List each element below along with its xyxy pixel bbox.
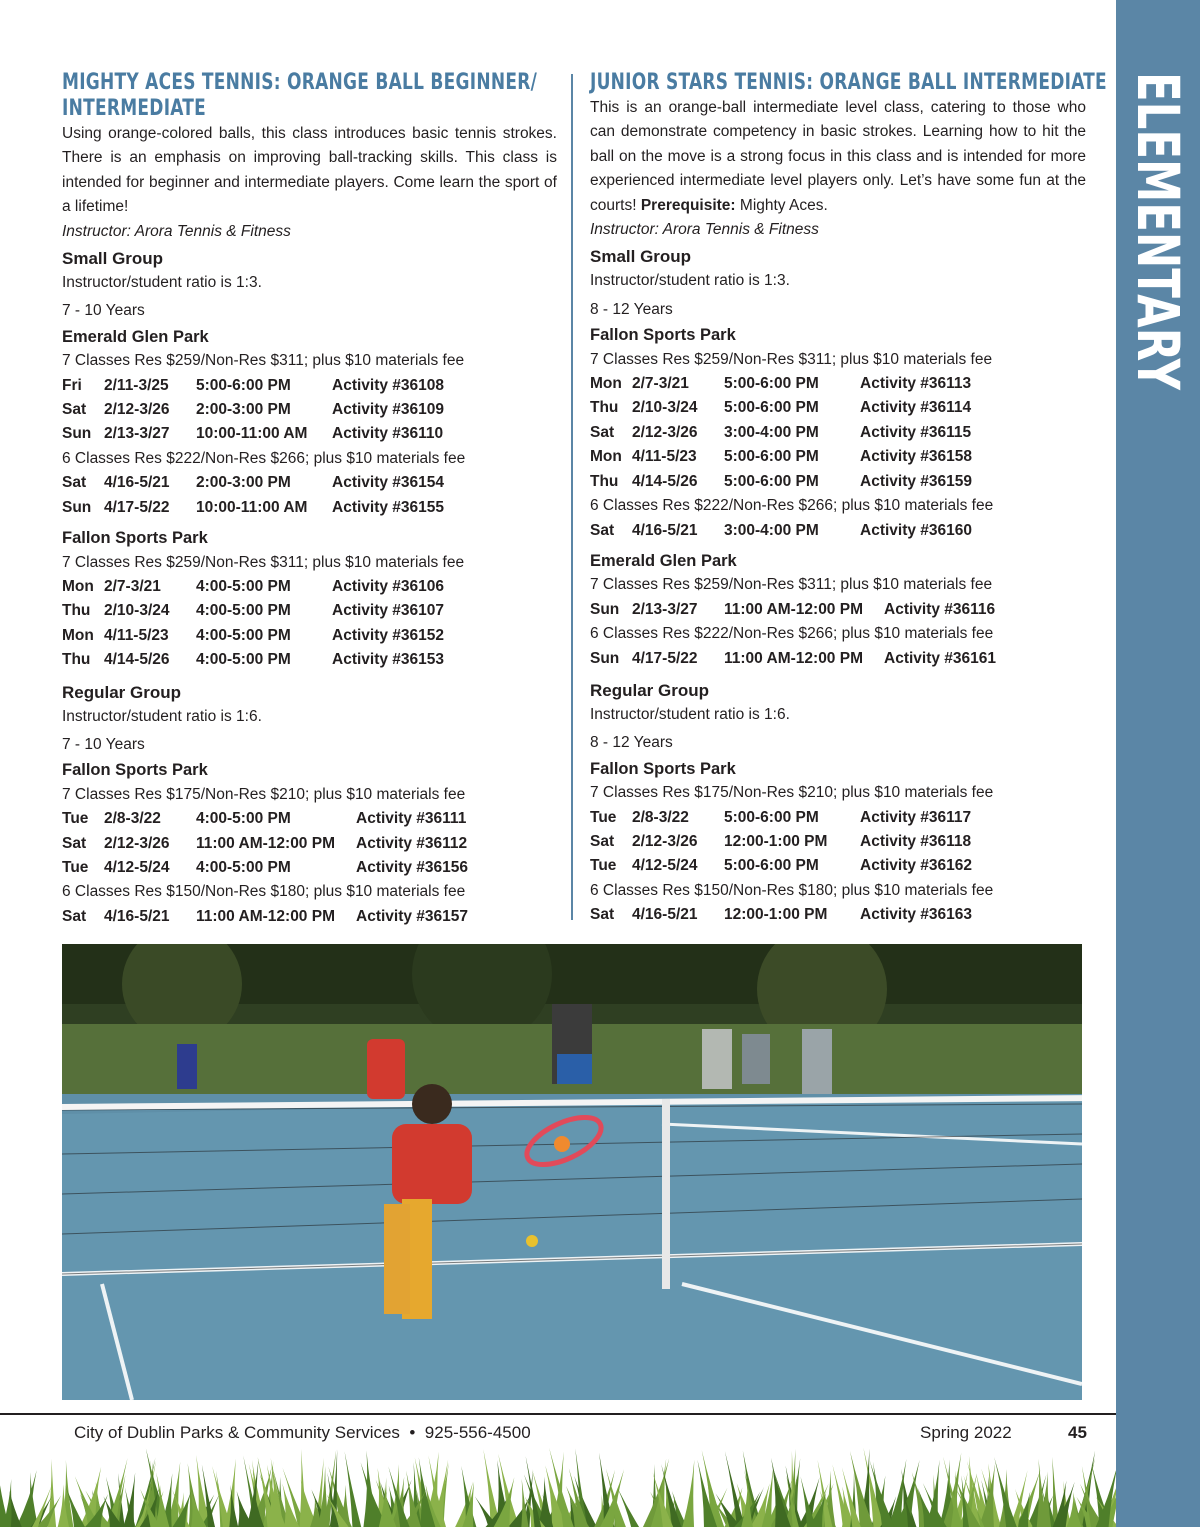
schedule-day: Sat (590, 832, 615, 850)
schedule-table (62, 905, 557, 929)
schedule-time: 11:00 AM-12:00 PM (724, 649, 863, 667)
footer-credit (74, 1423, 531, 1443)
schedule-date: 2/7-3/21 (104, 577, 161, 595)
fee-line: 6 Classes Res $222/Non-Res $266; plus $10 materials fee (590, 497, 994, 515)
section-title: JUNIOR STARS TENNIS: ORANGE BALL INTERMEDIATE (590, 70, 1107, 95)
footer-bullet: • (409, 1423, 416, 1442)
age-range: 8 - 12 Years (590, 300, 673, 318)
schedule-row (62, 648, 557, 672)
schedule-day: Tue (590, 808, 617, 826)
schedule-time: 10:00-11:00 AM (196, 498, 308, 516)
schedule-day: Sat (590, 423, 615, 441)
fee-line: 6 Classes Res $150/Non-Res $180; plus $10 materials fee (62, 883, 466, 901)
ratio-text: Instructor/student ratio is 1:3. (590, 272, 790, 290)
fee-line: 7 Classes Res $259/Non-Res $311; plus $10 materials fee (62, 553, 465, 571)
schedule-date: 4/16-5/21 (104, 907, 170, 925)
schedule-date: 4/12-5/24 (632, 857, 698, 875)
footer-org: City of Dublin Parks & Community Services (74, 1423, 400, 1442)
class-description: Using orange-colored balls, this class introduces basic tennis strokes. There is an emphasis on improving ball-tracking skills. This class is intended for beginner and intermediate players. Come learn the sport of a lifetime! (62, 125, 557, 216)
footer-rule (0, 1413, 1116, 1415)
fee-line: 7 Classes Res $175/Non-Res $210; plus $10 materials fee (62, 785, 466, 803)
schedule-table (590, 372, 1086, 494)
schedule-day: Sat (590, 521, 615, 539)
schedule-time: 3:00-4:00 PM (724, 423, 819, 441)
schedule-row (62, 624, 557, 648)
schedule-row (62, 374, 557, 398)
schedule-time: 11:00 AM-12:00 PM (196, 907, 335, 925)
schedule-date: 2/7-3/21 (632, 375, 689, 393)
schedule-date: 2/8-3/22 (104, 810, 161, 828)
schedule-day: Mon (590, 375, 622, 393)
schedule-table (62, 471, 557, 520)
schedule-date: 4/16-5/21 (632, 521, 698, 539)
schedule-date: 2/13-3/27 (104, 425, 170, 443)
schedule-activity: Activity #36155 (332, 498, 445, 516)
tennis-court-photo (62, 944, 1082, 1400)
schedule-date: 4/11-5/23 (632, 448, 697, 466)
fee-line: 7 Classes Res $175/Non-Res $210; plus $10 materials fee (590, 784, 994, 802)
schedule-time: 12:00-1:00 PM (724, 906, 828, 924)
schedule-time: 4:00-5:00 PM (196, 602, 291, 620)
schedule-day: Tue (590, 857, 617, 875)
schedule-time: 5:00-6:00 PM (724, 399, 819, 417)
schedule-time: 2:00-3:00 PM (196, 401, 291, 419)
mighty-aces-section (62, 70, 557, 929)
schedule-activity: Activity #36108 (332, 376, 445, 394)
schedule-row (62, 471, 557, 495)
ratio-text: Instructor/student ratio is 1:6. (62, 707, 262, 725)
schedule-time: 5:00-6:00 PM (724, 808, 819, 826)
fee-line: 7 Classes Res $259/Non-Res $311; plus $10 materials fee (590, 576, 993, 594)
schedule-day: Fri (62, 376, 82, 394)
schedule-day: Thu (62, 602, 91, 620)
schedule-row (590, 806, 1086, 830)
grass-blade (682, 1460, 694, 1527)
schedule-day: Sat (62, 474, 87, 492)
schedule-table (590, 806, 1086, 879)
grass-blade (106, 1458, 128, 1527)
schedule-day: Sun (62, 425, 92, 443)
schedule-day: Sat (62, 401, 87, 419)
schedule-date: 4/14-5/26 (632, 472, 698, 490)
schedule-row (590, 854, 1086, 878)
schedule-time: 5:00-6:00 PM (724, 375, 819, 393)
schedule-day: Thu (590, 399, 619, 417)
schedule-day: Tue (62, 858, 89, 876)
schedule-time: 12:00-1:00 PM (724, 832, 828, 850)
schedule-day: Tue (62, 810, 89, 828)
schedule-activity: Activity #36117 (860, 808, 972, 826)
schedule-row (62, 856, 557, 880)
schedule-activity: Activity #36162 (860, 857, 973, 875)
schedule-row (590, 421, 1086, 445)
schedule-date: 4/16-5/21 (104, 474, 170, 492)
schedule-activity: Activity #36153 (332, 651, 445, 669)
schedule-time: 5:00-6:00 PM (724, 448, 819, 466)
age-range: 8 - 12 Years (590, 734, 673, 752)
schedule-time: 2:00-3:00 PM (196, 474, 291, 492)
schedule-day: Thu (62, 651, 91, 669)
schedule-date: 2/12-3/26 (104, 834, 170, 852)
schedule-row (62, 905, 557, 929)
schedule-date: 2/12-3/26 (632, 832, 698, 850)
schedule-activity: Activity #36157 (356, 907, 469, 925)
schedule-day: Sun (62, 498, 92, 516)
schedule-activity: Activity #36112 (356, 834, 468, 852)
schedule-row (62, 398, 557, 422)
ratio-text: Instructor/student ratio is 1:6. (590, 705, 790, 723)
schedule-activity: Activity #36152 (332, 626, 445, 644)
schedule-activity: Activity #36106 (332, 577, 445, 595)
footer-phone: 925-556-4500 (424, 1423, 531, 1442)
schedule-activity: Activity #36114 (860, 399, 972, 417)
schedule-day: Mon (62, 626, 94, 644)
sidebar-label-text: ELEMENTARY (1124, 72, 1192, 402)
schedule-time: 10:00-11:00 AM (196, 425, 308, 443)
schedule-activity: Activity #36156 (356, 858, 469, 876)
schedule-row (62, 422, 557, 446)
group-heading: Regular Group (62, 682, 182, 702)
schedule-date: 4/14-5/26 (104, 651, 170, 669)
schedule-row (62, 807, 557, 831)
column-divider (571, 74, 573, 920)
fee-line: 7 Classes Res $259/Non-Res $311; plus $10 materials fee (590, 350, 993, 368)
schedule-time: 4:00-5:00 PM (196, 577, 291, 595)
schedule-date: 4/17-5/22 (632, 649, 698, 667)
schedule-row (62, 575, 557, 599)
schedule-date: 4/16-5/21 (632, 906, 698, 924)
fee-line: 7 Classes Res $259/Non-Res $311; plus $10 materials fee (62, 352, 465, 370)
schedule-day: Sat (62, 907, 87, 925)
schedule-row (590, 598, 1086, 622)
schedule-date: 4/12-5/24 (104, 858, 170, 876)
class-description: This is an orange-ball intermediate level class, catering to those who can demonstrate competency in basic strokes. Learning how to hit the ball on the move is a strong focus in this class and is intended for more experienced intermediate level players only. Let’s have some fun at the courts! Prerequisite: Mighty Aces. (590, 99, 1086, 214)
schedule-row (590, 470, 1086, 494)
schedule-time: 5:00-6:00 PM (724, 857, 819, 875)
schedule-day: Sat (62, 834, 87, 852)
schedule-row (590, 647, 1086, 671)
park-name: Emerald Glen Park (62, 327, 209, 346)
group-heading: Regular Group (590, 680, 710, 700)
fee-line: 6 Classes Res $222/Non-Res $266; plus $10 materials fee (62, 449, 466, 467)
schedule-day: Sun (590, 600, 620, 618)
schedule-time: 3:00-4:00 PM (724, 521, 819, 539)
schedule-date: 2/12-3/26 (632, 423, 698, 441)
schedule-activity: Activity #36161 (884, 649, 997, 667)
age-range: 7 - 10 Years (62, 302, 145, 320)
schedule-table (62, 807, 557, 880)
schedule-time: 4:00-5:00 PM (196, 858, 291, 876)
schedule-day: Mon (590, 448, 622, 466)
schedule-date: 2/8-3/22 (632, 808, 689, 826)
schedule-table (590, 903, 1086, 927)
instructor: Instructor: Arora Tennis & Fitness (590, 221, 819, 239)
schedule-table (590, 519, 1086, 543)
schedule-activity: Activity #36116 (884, 600, 996, 618)
schedule-date: 2/12-3/26 (104, 401, 170, 419)
schedule-date: 4/11-5/23 (104, 626, 169, 644)
schedule-activity: Activity #36107 (332, 602, 445, 620)
footer-season: Spring 2022 (920, 1423, 1012, 1442)
schedule-time: 5:00-6:00 PM (724, 472, 819, 490)
grass-decoration (0, 1448, 1116, 1527)
schedule-time: 11:00 AM-12:00 PM (724, 600, 863, 618)
schedule-time: 11:00 AM-12:00 PM (196, 834, 335, 852)
schedule-time: 5:00-6:00 PM (196, 376, 291, 394)
park-name: Fallon Sports Park (590, 326, 736, 345)
schedule-table (62, 575, 557, 673)
schedule-activity: Activity #36111 (356, 810, 467, 828)
park-name: Emerald Glen Park (590, 551, 737, 570)
sidebar-label (1116, 72, 1200, 402)
schedule-time: 4:00-5:00 PM (196, 810, 291, 828)
grass-blade (123, 1473, 135, 1527)
fee-line: 6 Classes Res $222/Non-Res $266; plus $10 materials fee (590, 625, 994, 643)
schedule-row (590, 372, 1086, 396)
schedule-activity: Activity #36113 (860, 375, 972, 393)
prerequisite-label: Prerequisite: (640, 196, 736, 214)
schedule-table (590, 598, 1086, 622)
schedule-day: Sat (590, 906, 615, 924)
schedule-row (62, 832, 557, 856)
schedule-activity: Activity #36110 (332, 425, 444, 443)
schedule-row (590, 396, 1086, 420)
schedule-row (62, 599, 557, 623)
schedule-row (590, 445, 1086, 469)
schedule-time: 4:00-5:00 PM (196, 626, 291, 644)
park-name: Fallon Sports Park (62, 761, 208, 780)
schedule-row (590, 903, 1086, 927)
schedule-activity: Activity #36159 (860, 472, 973, 490)
schedule-date: 2/10-3/24 (632, 399, 698, 417)
schedule-activity: Activity #36109 (332, 401, 445, 419)
schedule-date: 2/13-3/27 (632, 600, 698, 618)
schedule-activity: Activity #36160 (860, 521, 973, 539)
schedule-day: Mon (62, 577, 94, 595)
schedule-date: 2/11-3/25 (104, 376, 169, 394)
fee-line: 6 Classes Res $150/Non-Res $180; plus $10 materials fee (590, 881, 994, 899)
schedule-day: Thu (590, 472, 619, 490)
park-name: Fallon Sports Park (62, 529, 208, 548)
age-range: 7 - 10 Years (62, 735, 145, 753)
prerequisite-value: Mighty Aces. (739, 196, 828, 214)
park-name: Fallon Sports Park (590, 759, 736, 778)
schedule-activity: Activity #36158 (860, 448, 973, 466)
schedule-activity: Activity #36118 (860, 832, 972, 850)
group-heading: Small Group (590, 247, 692, 267)
section-title: MIGHTY ACES TENNIS: ORANGE BALL BEGINNER/ INTERMEDIATE (62, 70, 538, 121)
group-heading: Small Group (62, 249, 164, 269)
schedule-row (590, 519, 1086, 543)
schedule-row (62, 496, 557, 520)
instructor: Instructor: Arora Tennis & Fitness (62, 222, 291, 240)
schedule-day: Sun (590, 649, 620, 667)
schedule-table (590, 647, 1086, 671)
schedule-time: 4:00-5:00 PM (196, 651, 291, 669)
schedule-activity: Activity #36163 (860, 906, 973, 924)
page-number: 45 (1068, 1423, 1087, 1442)
junior-stars-section (590, 70, 1107, 928)
schedule-date: 4/17-5/22 (104, 498, 170, 516)
schedule-table (62, 374, 557, 447)
ratio-text: Instructor/student ratio is 1:3. (62, 274, 262, 292)
schedule-row (590, 830, 1086, 854)
schedule-activity: Activity #36154 (332, 474, 445, 492)
schedule-date: 2/10-3/24 (104, 602, 170, 620)
schedule-activity: Activity #36115 (860, 423, 972, 441)
